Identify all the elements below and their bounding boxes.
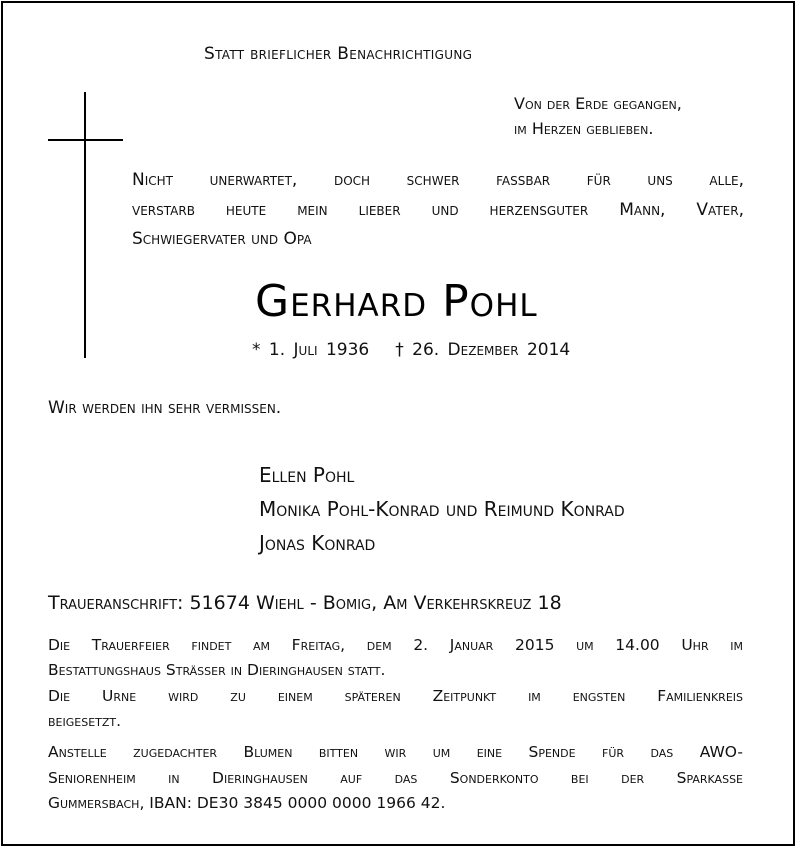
info-line: Bestattungshaus Strässer in Dieringhausen statt. bbox=[48, 661, 386, 679]
cross-icon-vertical bbox=[84, 92, 86, 358]
birth-date: * 1. Juli 1936 bbox=[252, 340, 370, 360]
intro-line: Statt brieflicher Benachrichtigung bbox=[204, 44, 473, 64]
info-line: Die Trauerfeier findet am Freitag, dem 2. Januar 2015 um 14.00 Uhr im bbox=[48, 636, 743, 654]
info-line: Anstelle zugedachter Blumen bitten wir um eine Spende für das AWO- bbox=[48, 743, 743, 761]
info-line: Die Urne wird zu einem späteren Zeitpunkt im engsten Familienkreis bbox=[48, 687, 743, 705]
message-line: Schwiegervater und Opa bbox=[132, 229, 312, 249]
mourner-name: Jonas Konrad bbox=[259, 531, 376, 555]
farewell-line: Wir werden ihn sehr vermissen. bbox=[48, 398, 282, 418]
mourning-address: Traueranschrift: 51674 Wiehl - Bomig, Am Verkehrskreuz 18 bbox=[48, 592, 562, 614]
deceased-name: Gerhard Pohl bbox=[255, 276, 538, 327]
quote-line: im Herzen geblieben. bbox=[514, 119, 654, 138]
info-line: Seniorenheim in Dieringhausen auf das Sonderkonto bei der Sparkasse bbox=[48, 769, 743, 787]
mourner-name: Ellen Pohl bbox=[259, 463, 355, 487]
message-line: verstarb heute mein lieber und herzensguter Mann, Vater, bbox=[132, 200, 744, 220]
life-dates bbox=[252, 340, 570, 360]
info-line: beigesetzt. bbox=[48, 712, 122, 730]
death-date: † 26. Dezember 2014 bbox=[395, 340, 571, 360]
mourner-name: Monika Pohl-Konrad und Reimund Konrad bbox=[259, 497, 625, 521]
message-line: Nicht unerwartet, doch schwer fassbar für uns alle, bbox=[132, 170, 744, 190]
quote-line: Von der Erde gegangen, bbox=[514, 94, 682, 113]
cross-icon-horizontal bbox=[48, 139, 123, 141]
info-line: Gummersbach, IBAN: DE30 3845 0000 0000 1966 42. bbox=[48, 794, 446, 812]
